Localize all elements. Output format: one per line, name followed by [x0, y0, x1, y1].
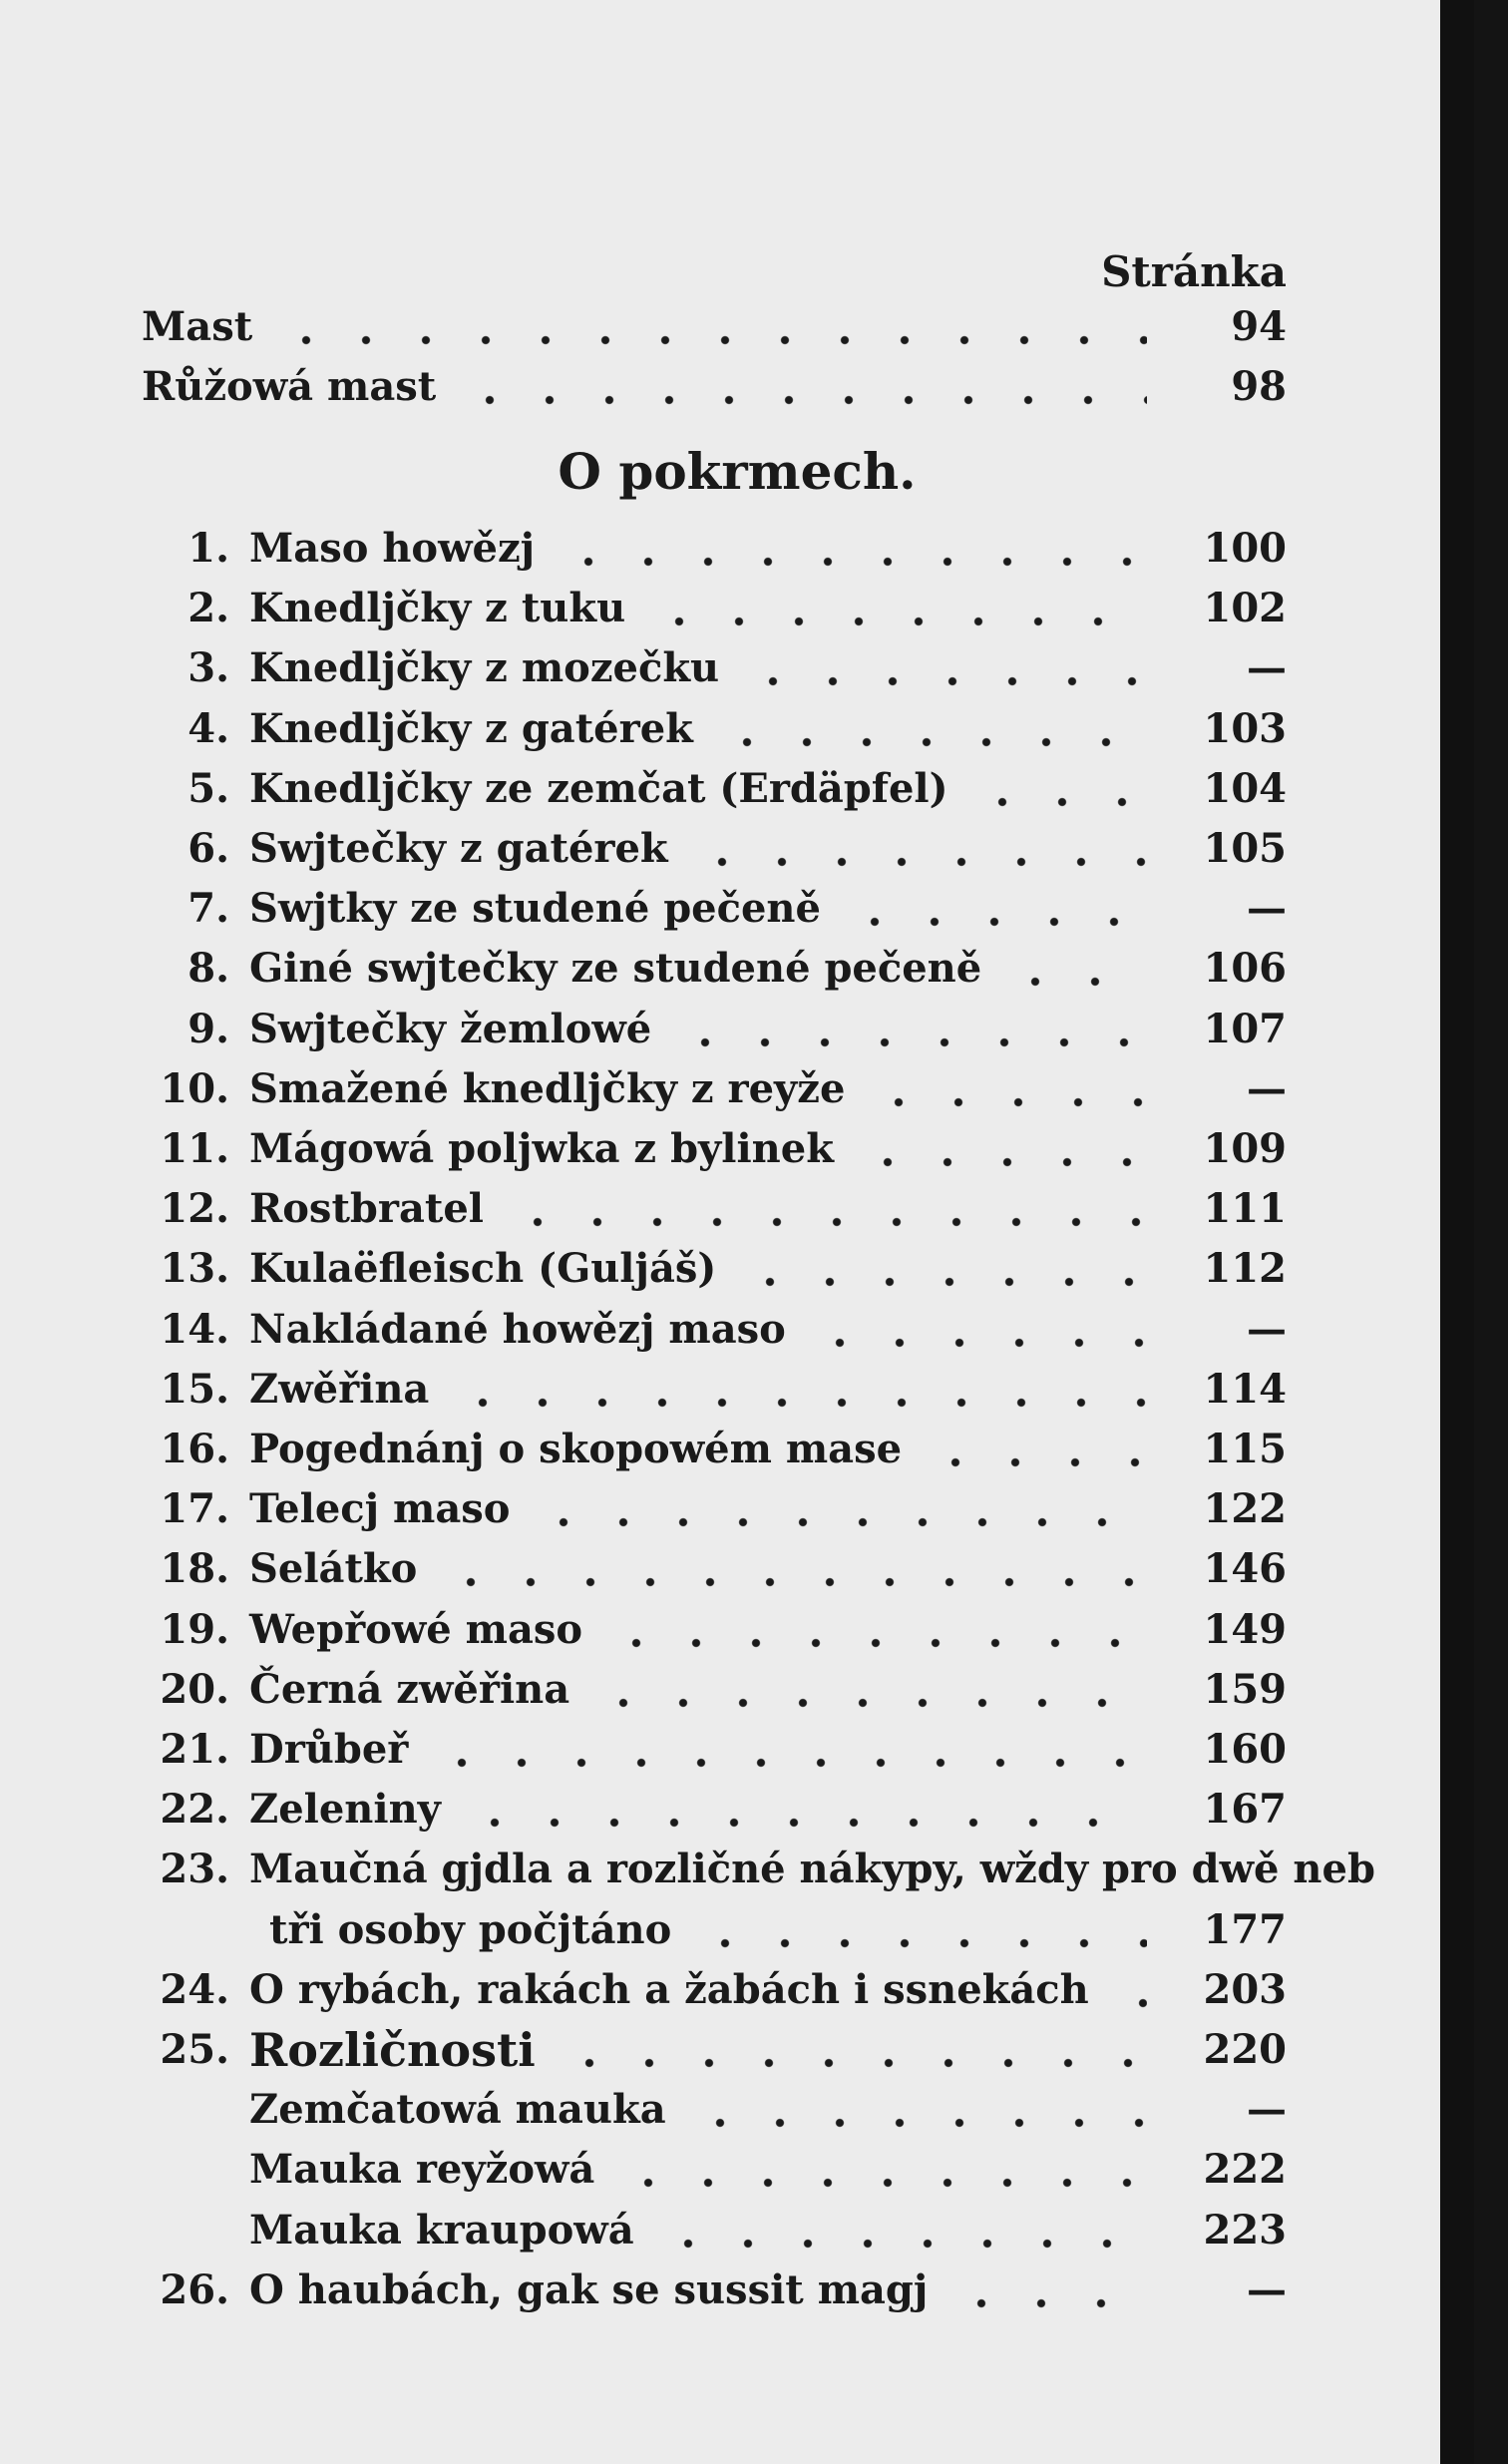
entry-label: Pogednánj o skopowém mase: [249, 1426, 903, 1472]
dot-leader: [559, 557, 1147, 567]
entry-label: Swjtečky z gatérek: [249, 825, 668, 872]
toc-row: [0, 1121, 1474, 1177]
entry-label: Rostbratel: [249, 1185, 484, 1232]
entry-number: 20.: [160, 1666, 229, 1713]
entry-number: 5.: [188, 765, 229, 812]
entry-page: 102: [1203, 585, 1287, 631]
dot-leader: [534, 1517, 1147, 1527]
entry-page: 100: [1203, 525, 1287, 572]
entry-page: 115: [1203, 1426, 1287, 1472]
toc-row: [0, 1302, 1474, 1358]
entry-page: —: [1247, 2086, 1287, 2133]
dot-leader: [460, 395, 1147, 405]
entry-label: Knedljčky z mozečku: [249, 644, 720, 691]
toc-row: [0, 881, 1474, 937]
entry-page: 112: [1203, 1245, 1287, 1292]
entry-number: 6.: [188, 825, 229, 872]
entry-label: Swjtečky žemlowé: [249, 1006, 652, 1052]
entry-label: Mágowá poljwka z bylinek: [249, 1125, 834, 1172]
entry-number: 23.: [160, 1846, 229, 1892]
dot-leader: [276, 335, 1147, 345]
toc-row: [0, 701, 1474, 757]
dot-leader: [432, 1758, 1147, 1768]
entry-label: Knedljčky z gatérek: [249, 705, 693, 752]
entry-label: Kulaëfleisch (Guljáš): [249, 1245, 717, 1292]
entry-label: Knedljčky z tuku: [249, 585, 626, 631]
entry-number: 14.: [160, 1306, 229, 1353]
entry-page: 223: [1203, 2207, 1287, 2254]
toc-row: [0, 1962, 1474, 2018]
entry-label: Zemčatowá mauka: [249, 2086, 666, 2133]
entry-label: Smažené knedljčky z reyže: [249, 1065, 846, 1112]
dot-leader: [649, 616, 1147, 626]
entry-page: 94: [1231, 303, 1287, 350]
entry-label: Maučná gjdla a rozličné nákypy, wždy pro dwě neb: [249, 1846, 1375, 1892]
entry-number: 25.: [160, 2026, 229, 2073]
entry-label: Telecj maso: [249, 1485, 511, 1532]
entry-page: 159: [1203, 1666, 1287, 1713]
toc-row: [0, 1481, 1474, 1537]
entry-label: Mauka reyžowá: [249, 2146, 595, 2193]
entry-number: 26.: [160, 2266, 229, 2313]
entry-number: 1.: [188, 525, 229, 572]
toc-row: [0, 1602, 1474, 1658]
dot-leader: [441, 1577, 1147, 1587]
toc-row: [0, 1722, 1474, 1778]
dot-leader: [717, 737, 1147, 747]
entry-label: Drůbeř: [249, 1726, 409, 1773]
toc-row: [0, 2082, 1474, 2138]
dot-leader: [810, 1338, 1147, 1348]
dot-leader: [740, 1277, 1147, 1287]
entry-page: 149: [1203, 1606, 1287, 1653]
entry-page: —: [1247, 885, 1287, 932]
page-column-header: Stránka: [1101, 247, 1287, 296]
toc-row: [0, 1181, 1474, 1237]
dot-leader: [508, 1217, 1147, 1227]
entry-label: Zwěřina: [249, 1366, 430, 1413]
dot-leader: [692, 857, 1147, 867]
entry-number: 8.: [188, 945, 229, 992]
entry-number: 10.: [160, 1065, 229, 1112]
dot-leader: [858, 1157, 1147, 1167]
dot-leader: [606, 1638, 1147, 1648]
entry-page: 105: [1203, 825, 1287, 872]
entry-number: 21.: [160, 1726, 229, 1773]
entry-page: 111: [1203, 1185, 1287, 1232]
toc-row: [0, 581, 1474, 636]
page-edge: [1440, 0, 1474, 2464]
entry-page: 107: [1203, 1006, 1287, 1052]
entry-page: —: [1247, 1065, 1287, 1112]
entry-page: 104: [1203, 765, 1287, 812]
entry-page: 222: [1203, 2146, 1287, 2193]
entry-number: 24.: [160, 1966, 229, 2013]
entry-label-continuation: tři osoby počjtáno: [269, 1906, 672, 1953]
entry-page: 106: [1203, 945, 1287, 992]
dot-leader: [926, 1457, 1147, 1467]
entry-label: Mauka kraupowá: [249, 2207, 634, 2254]
entry-number: 3.: [188, 644, 229, 691]
entry-number: 7.: [188, 885, 229, 932]
dot-leader: [618, 2178, 1147, 2188]
entry-number: 12.: [160, 1185, 229, 1232]
entry-number: 4.: [188, 705, 229, 752]
entry-label: Černá zwěřina: [249, 1666, 570, 1713]
entry-label: O rybách, rakách a žabách i ssnekách: [249, 1966, 1089, 2013]
toc-row: [0, 821, 1474, 877]
entry-label: Wepřowé maso: [249, 1606, 583, 1653]
dot-leader: [695, 1938, 1147, 1948]
toc-row: [0, 521, 1474, 577]
section-heading: O pokrmech.: [558, 442, 917, 501]
dot-leader: [1005, 977, 1147, 987]
toc-row: [0, 1002, 1474, 1057]
entry-number: 16.: [160, 1426, 229, 1472]
entry-page: —: [1247, 644, 1287, 691]
entry-number: 13.: [160, 1245, 229, 1292]
toc-row: [0, 1541, 1474, 1597]
toc-row: [0, 2203, 1474, 2259]
toc-row: [0, 1842, 1474, 1897]
entry-label: Selátko: [249, 1545, 418, 1592]
toc-row: [0, 2022, 1474, 2078]
toc-row: [0, 941, 1474, 997]
toc-row: [0, 761, 1474, 817]
toc-row: [0, 1061, 1474, 1117]
toc-row: [0, 2142, 1474, 2198]
entry-page: 220: [1203, 2026, 1287, 2073]
entry-page: 160: [1203, 1726, 1287, 1773]
entry-number: 18.: [160, 1545, 229, 1592]
dot-leader: [951, 2298, 1147, 2308]
dot-leader: [690, 2118, 1147, 2128]
entry-label: Maso howězj: [249, 525, 536, 572]
entry-page: 98: [1231, 363, 1287, 410]
entry-page: 146: [1203, 1545, 1287, 1592]
toc-row: [0, 359, 1474, 415]
dot-leader: [593, 1698, 1147, 1708]
toc-row: [0, 1782, 1474, 1838]
toc-row: [0, 640, 1474, 696]
entry-label: Mast: [142, 303, 253, 350]
entry-label: Swjtky ze studené pečeně: [249, 885, 821, 932]
dot-leader: [675, 1037, 1147, 1047]
entry-page: 203: [1203, 1966, 1287, 2013]
entry-label: Nakládané howězj maso: [249, 1306, 786, 1353]
dot-leader: [869, 1097, 1147, 1107]
entry-label: Knedljčky ze zemčat (Erdäpfel): [249, 765, 948, 812]
toc-row: [0, 1362, 1474, 1418]
entry-page: 122: [1203, 1485, 1287, 1532]
toc-row-continuation: [0, 1902, 1474, 1958]
entry-page: 114: [1203, 1366, 1287, 1413]
dot-leader: [972, 797, 1147, 807]
entry-page: 177: [1203, 1906, 1287, 1953]
dot-leader: [743, 676, 1147, 686]
toc-row: [0, 299, 1474, 355]
entry-number: 19.: [160, 1606, 229, 1653]
dot-leader: [658, 2239, 1147, 2249]
dot-leader: [453, 1398, 1147, 1408]
entry-page: 103: [1203, 705, 1287, 752]
dot-leader: [1113, 1998, 1147, 2008]
entry-number: 22.: [160, 1786, 229, 1833]
entry-number: 11.: [160, 1125, 229, 1172]
entry-page: —: [1247, 1306, 1287, 1353]
entry-page: —: [1247, 2266, 1287, 2313]
toc-row: [0, 1241, 1474, 1297]
entry-label: Giné swjtečky ze studené pečeně: [249, 945, 982, 992]
dot-leader: [465, 1818, 1147, 1828]
toc-row: [0, 2262, 1474, 2318]
entry-number: 17.: [160, 1485, 229, 1532]
entry-label: O haubách, gak se sussit magj: [249, 2266, 929, 2313]
entry-number: 2.: [188, 585, 229, 631]
entry-number: 9.: [188, 1006, 229, 1052]
entry-number: 15.: [160, 1366, 229, 1413]
toc-row: [0, 1422, 1474, 1477]
entry-page: 167: [1203, 1786, 1287, 1833]
entry-label: Zeleniny: [249, 1786, 441, 1833]
dot-leader: [560, 2058, 1147, 2068]
entry-label: Rozličnosti: [249, 2023, 536, 2077]
toc-row: [0, 1662, 1474, 1718]
entry-page: 109: [1203, 1125, 1287, 1172]
entry-label: Růžowá mast: [142, 363, 437, 410]
dot-leader: [845, 917, 1147, 927]
